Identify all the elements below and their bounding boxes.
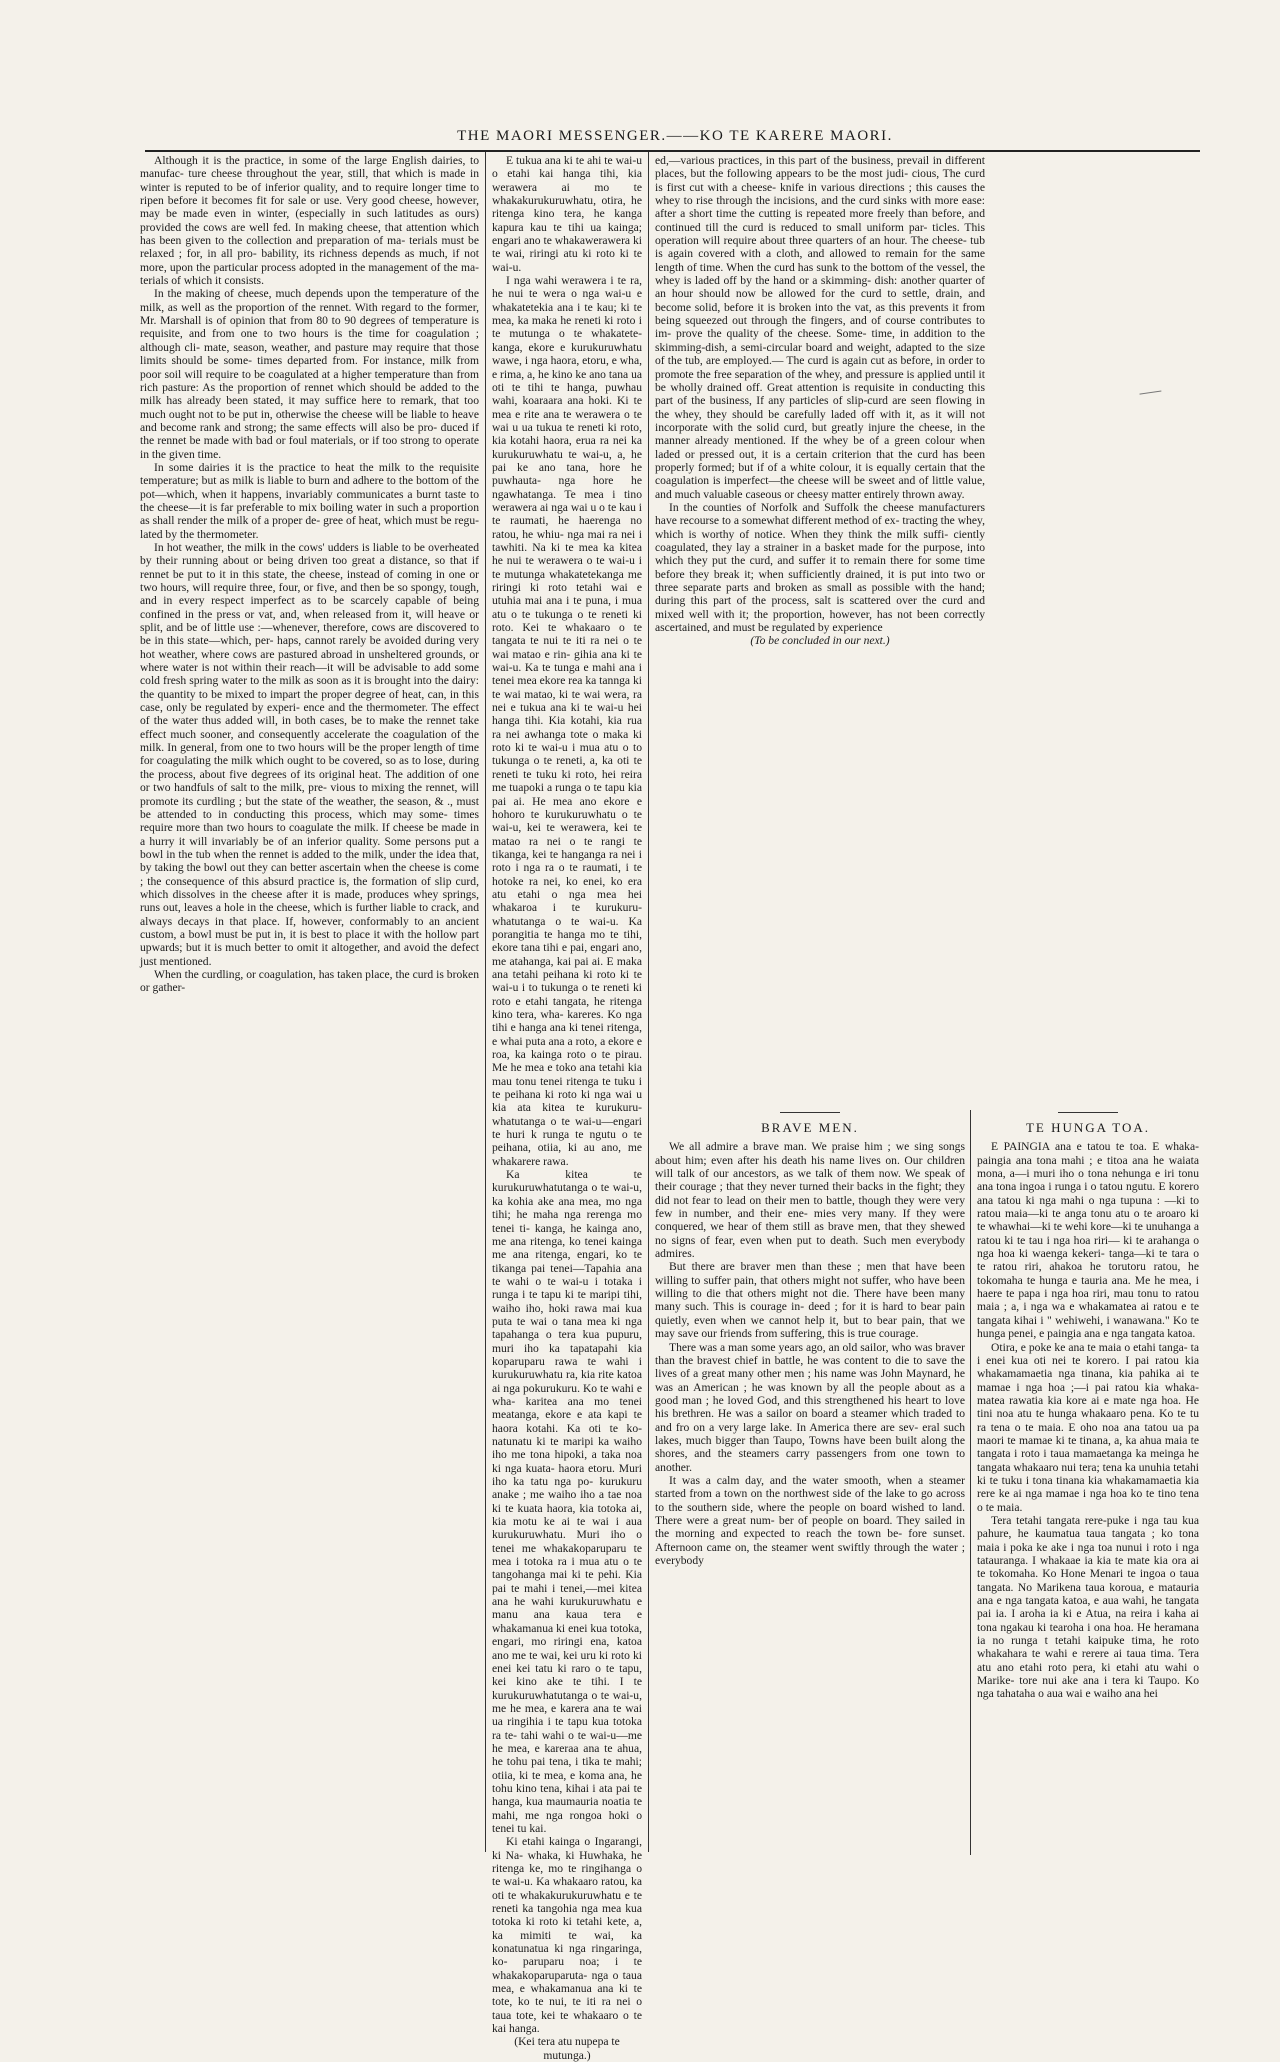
paragraph: E PAINGIA ana e tatou te toa. E whaka- paingia ana tona mahi ; e titoa ana he waiata mona, a—i muri iho o tona nehunga e iri tonu ana tona ingoa i runga i o tatou ngutu. E korero ana tatou ki nga mahi o nga tupuna : —ki to ratou maia—ki te anga tonu atu o te aroaro ki te whawhai—ki te wehi kore—ki te unuhanga a ratou ki te tau i nga hoa riri— ki te arahanga o nga hoa ki waenga kekeri- tanga—ki te tara o te ratou riri, ahakoa he torutoru ratou, he tokomaha te hunga e tauria ana. Me he mea, i haere te papa i nga hoa riri, mau tonu to ratou maia ; a, i nga wa e whakamatea ai ratou e te tangata kihai i " wehiwehi, i wanawana." Ko te hunga penei, e paingia ana e nga tangata katoa. bbox=[977, 1140, 1199, 1341]
paragraph: In the counties of Norfolk and Suffolk the cheese manufacturers have recourse to a somewhat different method of ex- tracting the whey, which is worthy of notice. When they think the milk suffi- ciently coagulated, they lay a strainer in a basket made for the purpose, into which they put the curd, and suffer it to remain there for some time before they break it; when sufficiently drained, it is put into two or three separate parts and broken as small as possible with the hand; during this part of the process, salt is scattered over the curd and mixed well with it; the proportion, however, has not been correctly ascertained, and must be regulated by experience bbox=[655, 500, 985, 635]
paragraph: It was a calm day, and the water smooth, when a steamer started from a town on the northwest side of the lake to go across to the southern side, where the people on board wished to land. There were a great num- ber of people on board. They sailed in the morning and expected to reach the town be- fore sunset. Afternoon came on, the steamer went swiftly through the water ; everybody bbox=[655, 1473, 965, 1567]
article-te-hunga-toa bbox=[977, 1112, 1199, 1852]
paragraph: Tera tetahi tangata rere-puke i nga tau kua pahure, he kaumatua taua tangata ; ko tona maia i poka ke ake i nga toa nunui i roto i nga tatauranga. I whakaae ia kia te mate kia ora ai te tokomaha. Ko Hone Menari te ingoa o taua tangata. No Marikena taua koroua, e matauria ana e nga tangata katoa, e aua wahi, he tangata pai ia. I aroha ia ki e Atua, na reira i kaha ai tona ngakau ki tearoha i ona hoa. He heramana ia no runga t tetahi kaipuke tima, he roto whakahara te wahi e rerere ai taua tima. Tera atu ano etahi roto pera, ki etahi atu wahi o Marike- tore nui ake ana i tera ki Taupo. Ko nga tahataha o aua wai e waiho ana hei bbox=[977, 1513, 1199, 1701]
paragraph: I nga wahi werawera i te ra, he nui te wera o nga wai-u e whakatetekia ana i te kau; ki te mea, ka maka he reneti ki roto i te mutunga o te whakatete- kanga, ekore e kurukuruwhatu wawe, i nga haora, etoru, e wha, e rima, a, he kino ke ano tana ua oti te tihi te hanga, puwhau wahi, koaraara ana hoki. Ki te mea e rite ana te werawera o te wai u ua tukua te reneti ki roto, kia kotahi haora, erua ra nei ka kurukuruwhatu te wai-u, a, he pai ke ano tana, hore he puwhauta- nga hore he ngawhatanga. Te mea i tino werawera ai nga wai u o te kau i te raumati, he haerenga no ratou, he whiu- nga mai ra nei i tawhiti. Na ki te mea ka kitea he nui te werawera o te wai-u i te mutunga whakatetekanga me riringi ki roto tetahi wai e utuhia mai ana i te puna, i mua atu o te tukunga o te reneti ki roto. Kei te whakaaro o te tangata te nui te iti ra nei o te wai matao e rin- gihia ana ki te wai-u. Ka te tunga e mahi ana i tenei mea ekore rea ka tannga ki te wai matao, ki te wai wera, ra nei e tukua ana ki te wai-u hei hanga tihi. Kia kotahi, kia rua ra nei awhanga tote o maka ki roto ki te wai-u i mua atu o to tukunga o te reneti, a, ka oti te reneti te tuku ki roto, hei reira me tuapoki a runga o te tapu kia pai ai. He mea ano ekore e hohoro te kurukuruwhatu o te wai-u, kei te werawera, kei te matao ra nei o te rangi te tikanga, kei te hanganga ra nei i roto i nga ra o te raumati, i te hotoke ra nei, ko enei, ko era atu etahi o nga mea hei whakaroa i te kurukuru- whatutanga o te wai-u. Ka porangitia te hanga mo te tihi, ekore tana tihi e pai, engari ano, me atahanga, kai pai ai. E maka ana tetahi peihana ki roto ki te wai-u i to tukunga o te reneti ki roto e etahi tangata, he ritenga kino tera, wha- kareres. Ko nga tihi e hanga ana ki tenei ritenga, e whai puta ana a roto, a ekore e roa, ka kainga roto o te pirau. Me he mea e toko ana tetahi kia mau tonu tenei ritenga te tuku i te peihana ki roto ki nga wai u kia ata kitea te kurukuru- whatutanga o te wai-u—engari te huri k runga te ngutu o te peihana, otiia, ki au ano, me whakarere rawa. bbox=[492, 274, 643, 1168]
column-divider bbox=[648, 152, 649, 1852]
paragraph: In hot weather, the milk in the cows' udders is liable to be overheated by their running about or being driven too great a distance, so that if rennet be put to it in this state, the cheese, instead of coming in one or two hours, will require three, four, or five, and then be so spongy, tough, and in every respect imperfect as to be scarcely capable of being confined in the press or vat, and, when released from it, will heave or split, and be of little use :—whenever, therefore, cows are discovered to be in this state—which, per- haps, cannot rarely be avoided during very hot weather, where cows are pastured abroad in unsheltered grounds, or where water is not within their reach—it will be advisable to add some cold fresh spring water to the milk as soon as it is brought into the dairy: the quantity to be mixed to impart the proper degree of heat, can, in this case, only be regulated by experi- ence and the thermometer. The effect of the water thus added will, in both cases, be to make the rennet take effect much sooner, and consequently accelerate the coagulation of the milk. In general, from one to two hours will be the proper length of time for coagulating the milk which ought to be covered, so as to lose, during the process, about five degrees of its original heat. The addition of one or two handfuls of salt to the milk, pre- vious to mixing the rennet, will promote its curdling ; but the state of the weather, the season, & ., must be attended to in conducting this process, which may some- times require more than two hours to coagulate the milk. If cheese be made in a hurry it will invariably be of an inferior quality. Some persons put a bowl in the tub when the rennet is added to the milk, under the idea that, by taking the bowl out they can better ascertain when the cheese is come ; the consequence of this absurd practice is, the formation of slip curd, which dissolves in the cheese after it is made, produces whey springs, runs out, leaves a hole in the cheese, which is further liable to crack, and always decays in that place. If, however, conformably to an ancient custom, a bowl must be put in, it is best to place it with the hollow part upwards; but it is much better to omit it altogether, and avoid the defect just mentioned. bbox=[140, 540, 479, 968]
heading-rule bbox=[780, 1112, 840, 1113]
ink-smudge bbox=[1139, 391, 1162, 403]
paragraph: Although it is the practice, in some of the large English dairies, to manufac- ture cheese throughout the year, still, that which is made in winter is reputed to be of inferior quality, and to require longer time to ripen before it becomes fit for sale or use. Very good cheese, however, may be made even in winter, (especially in such latitudes as ours) provided the cows are well fed. In making cheese, that attention which has been given to the collection and preparation of ma- terials must be relaxed ; for, in all pro- bability, its richness depends as much, if not more, upon the particular process adopted in the management of the ma- terials of which it consists. bbox=[140, 154, 479, 288]
continued-note: (To be concluded in our next.) bbox=[750, 634, 890, 648]
column-divider bbox=[485, 152, 486, 1852]
column-maori-cheese bbox=[492, 154, 643, 2062]
paragraph: Ki etahi kainga o Ingarangi, ki Na- whaka, ki Huwhaka, he ritenga ke, mo te ringihanga o te wai-u. Ka whakaaro ratou, ka oti te whakakurukuruwhatu e te reneti ka tangohia nga mea kua totoka ki roto ki tetahi kete, a, ka mimiti te wai, ka konatunatua ki nga ringaringa, ko- paruparu noa; i te whakakoparuparuta- nga o taua mea, e whakamanua ana ki te tote, ko te nui, te iti ra nei o taua tote, kei te whakaaro o te kai hanga. bbox=[492, 1835, 642, 2036]
paragraph: Otira, e poke ke ana te maia o etahi tanga- ta i enei kua oti nei te korero. I pai ratou kia whakamamaetia nga tinana, kia pahika ai te mamae i nga hoa ;—i pai ratou kia whaka- matea rawatia kia kore ai e mate nga hoa. He tini noa atu te hunga whakaaro pena. Ko te tu ra tena o te maia. E oho noa ana tatou ua pa maori te mamae ki te tinana, a, ka ahua maia te tangata i roto i taua mamaetanga ka meinga he tangata whakaaro nui tera; tena ka unuhia tetahi ki te tuku i tona tinana kia whakamamaetia kia rere ke ai nga mamae i nga hoa ko te tino tena o te maia. bbox=[977, 1340, 1199, 1514]
paragraph: We all admire a brave man. We praise him ; we sing songs about him; even after his death his name lives on. Our children will talk of our ancestors, as we talk of them now. We speak of their courage ; that they never turned their backs in the fight; they did not fear to lead on their men to battle, though they were very few in number, and their ene- mies very many. If they were conquered, we hear of them still as brave men, that they shewed no signs of fear, even when put to death. Such men everybody admires. bbox=[655, 1140, 965, 1261]
paragraph: Ka kitea te kurukuruwhatutanga o te wai-u, ka kohia ake ana mea, mo nga tihi; he maha nga rerenga mo tenei ti- kanga, he kainga ano, me ana ritenga, ko tenei kainga me ana ritenga, engari, ko te tikanga pai tenei—Tapahia ana te wahi o te wai-u i totaka i runga i te tapu ki te maripi tihi, waiho iho, hoki rawa mai kua puta te wai o tana mea ki nga tapahanga o tera kua pupuru, muri iho ka tapatapahi kia koparuparu rawa te wahi i kurukuruwhatu ra, kia rite katoa ai nga pokurukuru. Ko te wahi e wha- karitea ana mo tenei meatanga, ekore e ata kapi te haora kotahi. Ka oti te ko- natunatu ki te maripi ka waiho iho me tona hipoki, a taka noa ki nga kuata- haora etoru. Muri iho ka tatu nga po- kurukuru anake ; me waiho iho a tae noa ki te kuata haora, kia totoka ai, kia motu ke ai te wai i aua kurukuruwhatu. Muri iho o tenei me whakakoparuparu te mea i totoka ra i mua atu o te tangohanga mai ki te pehi. Kia pai te mahi i tenei,—mei kitea ana he wahi kurukuruwhatu e manu ana kaua tera e whakamanua ki enei kua totoka, engari, mo riringi ena, katoa ano me te wai, kei uru ki roto ki enei kei tatu ki raro o te tapu, kei kino ake te tihi. I te kurukuruwhatutanga o te wai-u, me he mea, e karera ana te wai ua ringihia i te tapu kua totoka ra te- tahi wahi o te wai-u—me he mea, e kareraa ana te ahua, he tohu pai tena, i tika te mahi; otiia, ki te mea, e koma ana, he tohu kino tena, kihai i ata pai te hanga, kua maumauria noatia te mahi, me nga rongoa hoki o tenei tu kai. bbox=[492, 1168, 642, 1835]
continued-note: (Kei tera atu nupepa te mutunga.) bbox=[514, 2035, 620, 2062]
heading-rule bbox=[1058, 1112, 1118, 1113]
article-heading: TE HUNGA TOA. bbox=[1025, 1120, 1151, 1135]
paragraph: In the making of cheese, much depends upon the temperature of the milk, as well as the proportion of the rennet. With regard to the former, Mr. Marshall is of opinion that from 80 to 90 degrees of temperature is requisite, and from one to two hours is the time for coagulation ; although cli- mate, season, weather, and pasture may require that those limits should be some- times departed from. For instance, milk from poor soil will require to be coagulated at a higher temperature than from rich pasture: As the proportion of rennet which should be added to the milk has already been stated, it may suffice here to remark, that too much ought not to be put in, otherwise the cheese will be liable to heave and become rank and strong; the same effects will also be pro- duced if the rennet be made with bad or foul materials, or if too strong to operate in the given time. bbox=[140, 287, 479, 461]
article-brave-men bbox=[655, 1112, 965, 1852]
masthead-title: THE MAORI MESSENGER.——KO TE KARERE MAORI. bbox=[457, 128, 893, 144]
article-heading: BRAVE MEN. bbox=[761, 1120, 859, 1135]
paragraph: ed,—various practices, in this part of the business, prevail in different places, but the following appears to be the most judi- cious, The curd is first cut with a cheese- knife in various directions ; this causes the whey to rise through the incisions, and the curd sinks with more ease: after a short time the cutting is repeated more freely than before, and continued till the curd is reduced to small uniform par- ticles. This operation will require about three quarters of an hour. The cheese- tub is again covered with a cloth, and allowed to remain for the same length of time. When the curd has sunk to the bottom of the vessel, the whey is laded off by the hand or a skimming- dish: another quarter of an hour should now be allowed for the curd to settle, drain, and become solid, before it is broken into the vat, as this prevents it from being squeezed out through the fingers, and of course contributes to im- prove the quality of the cheese. Some- time, in addition to the skimming-dish, a semi-circular board and weight, adapted to the size of the tub, are employed.— The curd is again cut as before, in order to promote the free separation of the whey, and pressure is applied until it be wholly drained off. Great attention is requisite in conducting this part of the business, If any particles of slip-curd are seen flowing in the whey, they should be carefully laded off with it, as it will not incorporate with the solid curd, but greatly injure the cheese, in the manner already mentioned. If the whey be of a green colour when laded or pressed out, it is a certain criterion that the curd has been properly formed; but if of a white colour, it is equally certain that the coagulation is imperfect—the cheese will be sweet and of little value, and much valuable caseous or cheesy matter entirely thrown away. bbox=[655, 154, 985, 501]
column-english-cheese bbox=[140, 154, 479, 1854]
masthead-rule bbox=[145, 150, 1200, 152]
column-divider bbox=[970, 1110, 971, 1855]
paragraph: There was a man some years ago, an old sailor, who was braver than the bravest chief in battle, he was content to die to save the lives of a great many other men ; his name was John Maynard, he was an American ; he was known by all the people about as a good man ; he loved God, and this strengthened his heart to love his brethren. He was a sailor on board a steamer which traded to and fro on a very large lake. In America there are sev- eral such lakes, much bigger than Taupo, Towns have been built along the shores, and the steamers carry passengers from one town to another. bbox=[655, 1340, 965, 1474]
paragraph: When the curdling, or coagulation, has taken place, the curd is broken or gather- bbox=[140, 967, 479, 995]
column-english-cheese-continued bbox=[655, 154, 985, 1109]
paragraph: E tukua ana ki te ahi te wai-u o etahi kai hanga tihi, kia werawera ai mo te whakakurukuruwhatu, otira, he ritenga kino tera, he kanga kapura kau te tihi ua kainga; engari ano te whakawerawera ki te wai, riringi atu ki roto ki te wai-u. bbox=[492, 154, 642, 274]
paragraph: But there are braver men than these ; men that have been willing to suffer pain, that others might not suffer, who have been willing to die that others might not die. There have been many many such. This is courage in- deed ; for it is hard to bear pain quietly, even when we cannot help it, but to bear pain, that we may save our friends from suffering, this is true courage. bbox=[655, 1260, 965, 1341]
paragraph: In some dairies it is the practice to heat the milk to the requisite temperature; but as milk is liable to burn and adhere to the bottom of the pot—which, when it happens, invariably communicates a burnt taste to the cheese—it is far preferable to mix boiling water in such a proportion as shall render the milk of a proper de- gree of heat, which must be regu- lated by the thermometer. bbox=[140, 460, 479, 541]
